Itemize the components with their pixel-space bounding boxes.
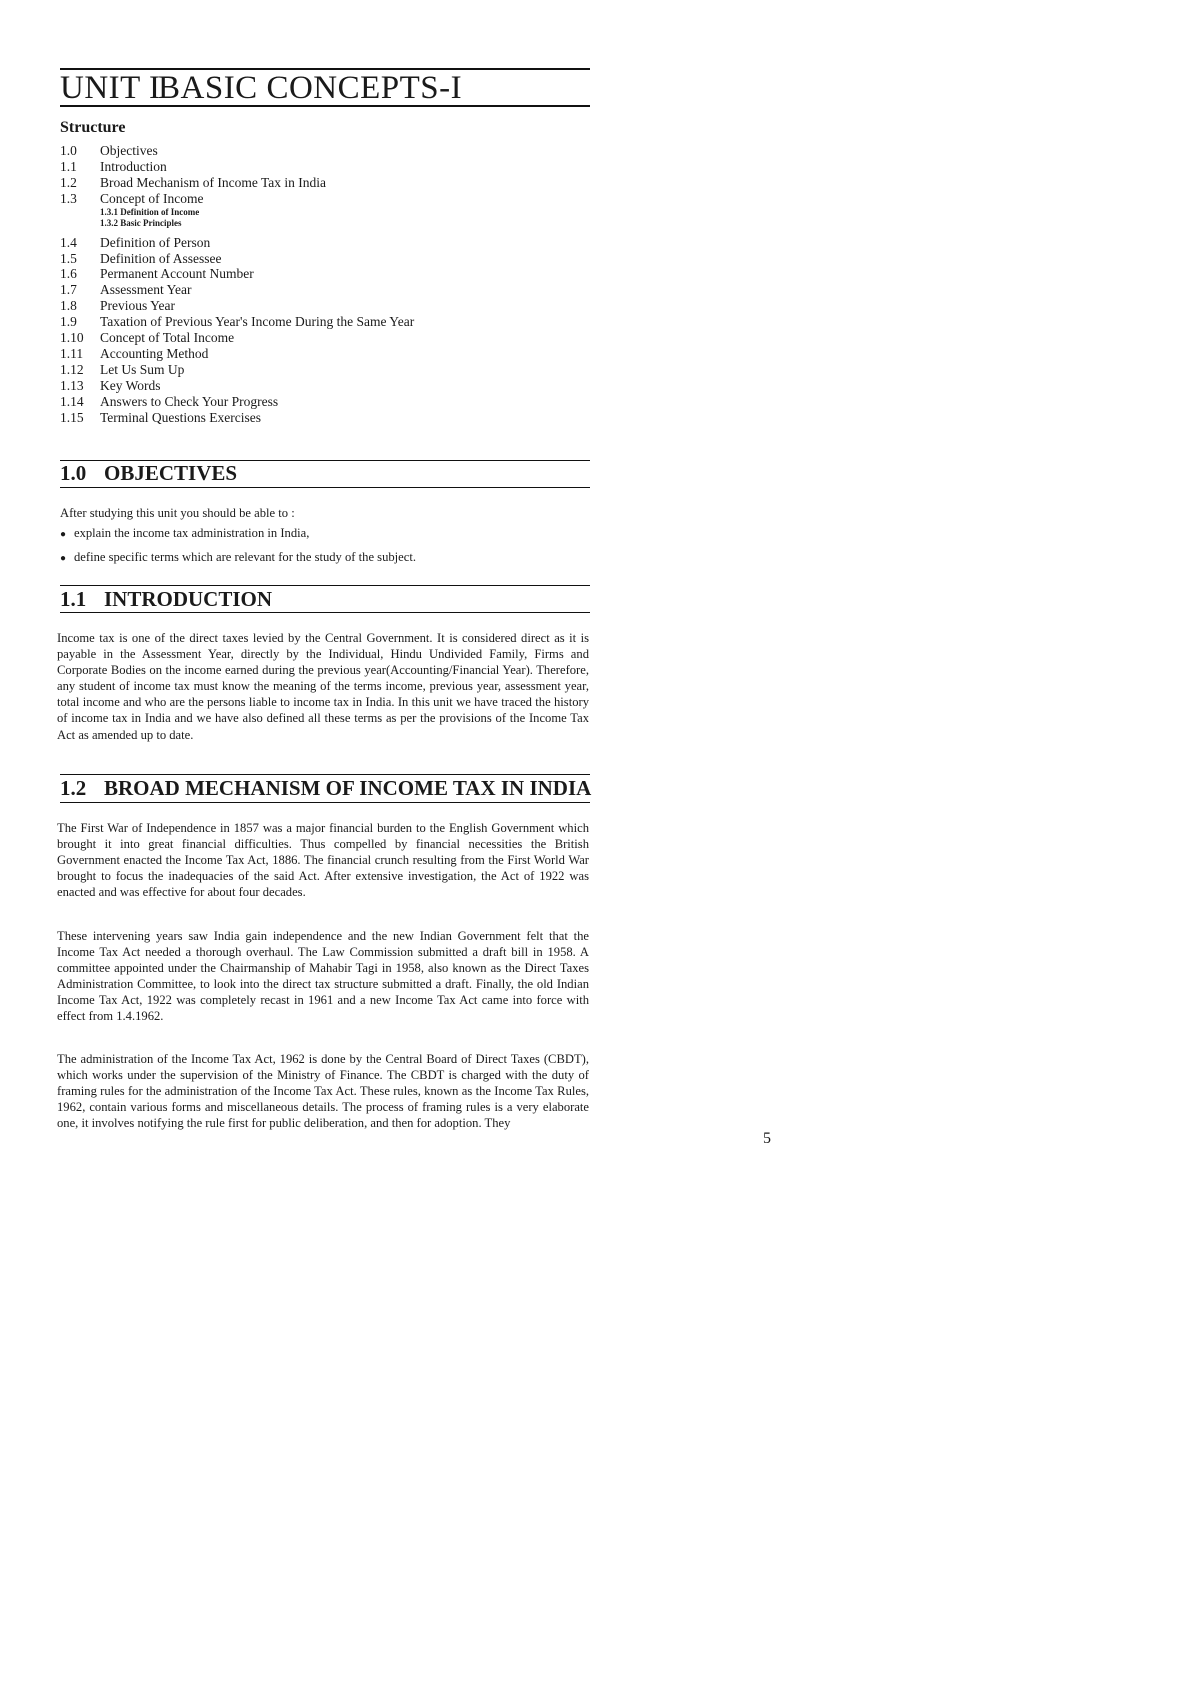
mechanism-paragraph: The administration of the Income Tax Act, 1962 is done by the Central Board of Direct Taxes (CBDT), which works under the supervision of the Ministry of Finance. The CBDT is charged with the duty of framing rules for the administration of the Income Tax Act. These rules, known as the Income Tax Rules, 1962, contain various forms and miscellaneous details. The process of framing rules is a very elaborate one, it involves notifying the rule first for public deliberation, and then for adoption. They (57, 1052, 589, 1131)
structure-item-number: 1.12 (60, 361, 84, 377)
structure-item-number: 1.6 (60, 266, 77, 282)
structure-item (60, 191, 600, 207)
structure-item-number: 1.3 (60, 190, 77, 206)
structure-item-number: 1.15 (60, 409, 84, 425)
structure-item-label: Permanent Account Number (100, 266, 254, 282)
structure-item (60, 175, 600, 191)
structure-item-label: Let Us Sum Up (100, 361, 185, 377)
unit-title-underline (60, 105, 590, 107)
structure-item-label: Introduction (100, 158, 167, 174)
structure-item (60, 362, 600, 378)
structure-subitem: 1.3.1 Definition of Income (100, 206, 200, 217)
objectives-heading (60, 461, 590, 486)
structure-item (60, 346, 600, 362)
structure-item (60, 143, 600, 159)
structure-heading: Structure (60, 119, 126, 136)
mechanism-heading (60, 776, 590, 801)
structure-item-label: Answers to Check Your Progress (100, 393, 279, 409)
structure-item-number: 1.14 (60, 393, 84, 409)
introduction-heading (60, 587, 590, 612)
structure-item (60, 282, 600, 298)
structure-item-number: 1.2 (60, 174, 77, 190)
page-number: 5 (763, 1130, 771, 1147)
structure-item-label: Concept of Total Income (100, 330, 235, 346)
structure-item (60, 159, 600, 175)
structure-item-label: Accounting Method (100, 345, 209, 361)
objectives-bullet (60, 525, 590, 543)
objectives-bullet-text: define specific terms which are relevant for the study of the subject. (74, 550, 416, 564)
structure-item-number: 1.10 (60, 330, 84, 346)
bullet-icon: ● (60, 553, 67, 564)
introduction-top-rule (60, 585, 590, 586)
introduction-underline (60, 612, 590, 613)
structure-item (60, 251, 600, 267)
objectives-intro: After studying this unit you should be able to : (60, 506, 295, 520)
introduction-paragraph: Income tax is one of the direct taxes levied by the Central Government. It is considered direct as it is payable in the Assessment Year, directly by the Individual, Hindu Undivided Family, Firms and Corporate Bodies on the income earned during the previous year(Accounting/Financial Year). Therefore, any student of income tax must know the meaning of the terms income, previous year, assessment year, total income and who are the persons liable to income tax in India. In this unit we have traced the history of income tax in India and we have also defined all these terms as per the provisions of the Income Tax Act as amended up to date. (57, 631, 589, 742)
structure-item-label: Objectives (100, 143, 158, 158)
objectives-title: OBJECTIVES (104, 461, 238, 485)
structure-list (60, 143, 600, 426)
objectives-bullet (60, 549, 590, 567)
structure-item-number: 1.0 (60, 143, 77, 158)
structure-item-label: Concept of Income (100, 190, 204, 206)
structure-subitem: 1.3.2 Basic Principles (100, 217, 182, 228)
mechanism-number: 1.2 (60, 776, 87, 800)
unit-name: BASIC CONCEPTS-I (158, 70, 463, 106)
introduction-title: INTRODUCTION (104, 587, 273, 611)
structure-item (60, 378, 600, 394)
structure-item (60, 394, 600, 410)
structure-item (60, 410, 600, 426)
structure-item-label: Taxation of Previous Year's Income During the Same Year (100, 314, 415, 330)
structure-item (60, 235, 600, 251)
objectives-underline (60, 487, 590, 488)
bullet-icon: ● (60, 529, 67, 540)
structure-item-number: 1.5 (60, 250, 77, 266)
structure-item-label: Terminal Questions Exercises (100, 409, 262, 425)
structure-item (60, 314, 600, 330)
introduction-number: 1.1 (60, 587, 87, 611)
structure-item-label: Previous Year (100, 298, 176, 314)
mechanism-paragraph: The First War of Independence in 1857 was a major financial burden to the English Government which brought it into great financial difficulties. Thus compelled by financial necessities the British Government enacted the Income Tax Act, 1886. The financial crunch resulting from the First World War brought to focus the inadequacies of the said Act. After extensive investigation, the Act of 1922 was enacted and was effective for about four decades. (57, 821, 589, 900)
structure-item-label: Definition of Assessee (100, 250, 222, 266)
structure-item-label: Broad Mechanism of Income Tax in India (100, 174, 326, 190)
objectives-bullet-text: explain the income tax administration in India, (74, 526, 310, 540)
structure-item (60, 330, 600, 346)
structure-item-number: 1.11 (60, 345, 84, 361)
structure-item-label: Definition of Person (100, 234, 211, 250)
mechanism-title: BROAD MECHANISM OF INCOME TAX IN INDIA (104, 776, 592, 800)
structure-item-number: 1.9 (60, 314, 77, 330)
structure-item-label: Assessment Year (100, 282, 192, 298)
structure-item-label: Key Words (100, 377, 161, 393)
unit-number: UNIT I (60, 70, 161, 106)
mechanism-paragraph: These intervening years saw India gain independence and the new Indian Government felt that the Income Tax Act needed a thorough overhaul. The Law Commission submitted a draft bill in 1958. A committee appointed under the Chairmanship of Mahabir Tagi in 1958, also known as the Direct Taxes Administration Committee, to look into the direct tax structure submitted a draft. Finally, the old Indian Income Tax Act, 1922 was completely recast in 1961 and a new Income Tax Act came into force with effect from 1.4.1962. (57, 929, 589, 1024)
structure-item-number: 1.1 (60, 158, 77, 174)
structure-item-number: 1.7 (60, 282, 77, 298)
structure-item (60, 298, 600, 314)
structure-item-number: 1.4 (60, 234, 77, 250)
structure-item-number: 1.8 (60, 298, 77, 314)
mechanism-top-rule (60, 774, 590, 775)
objectives-number: 1.0 (60, 461, 87, 485)
mechanism-underline (60, 802, 590, 803)
structure-item-number: 1.13 (60, 377, 84, 393)
unit-title (60, 70, 590, 107)
structure-item (60, 266, 600, 282)
